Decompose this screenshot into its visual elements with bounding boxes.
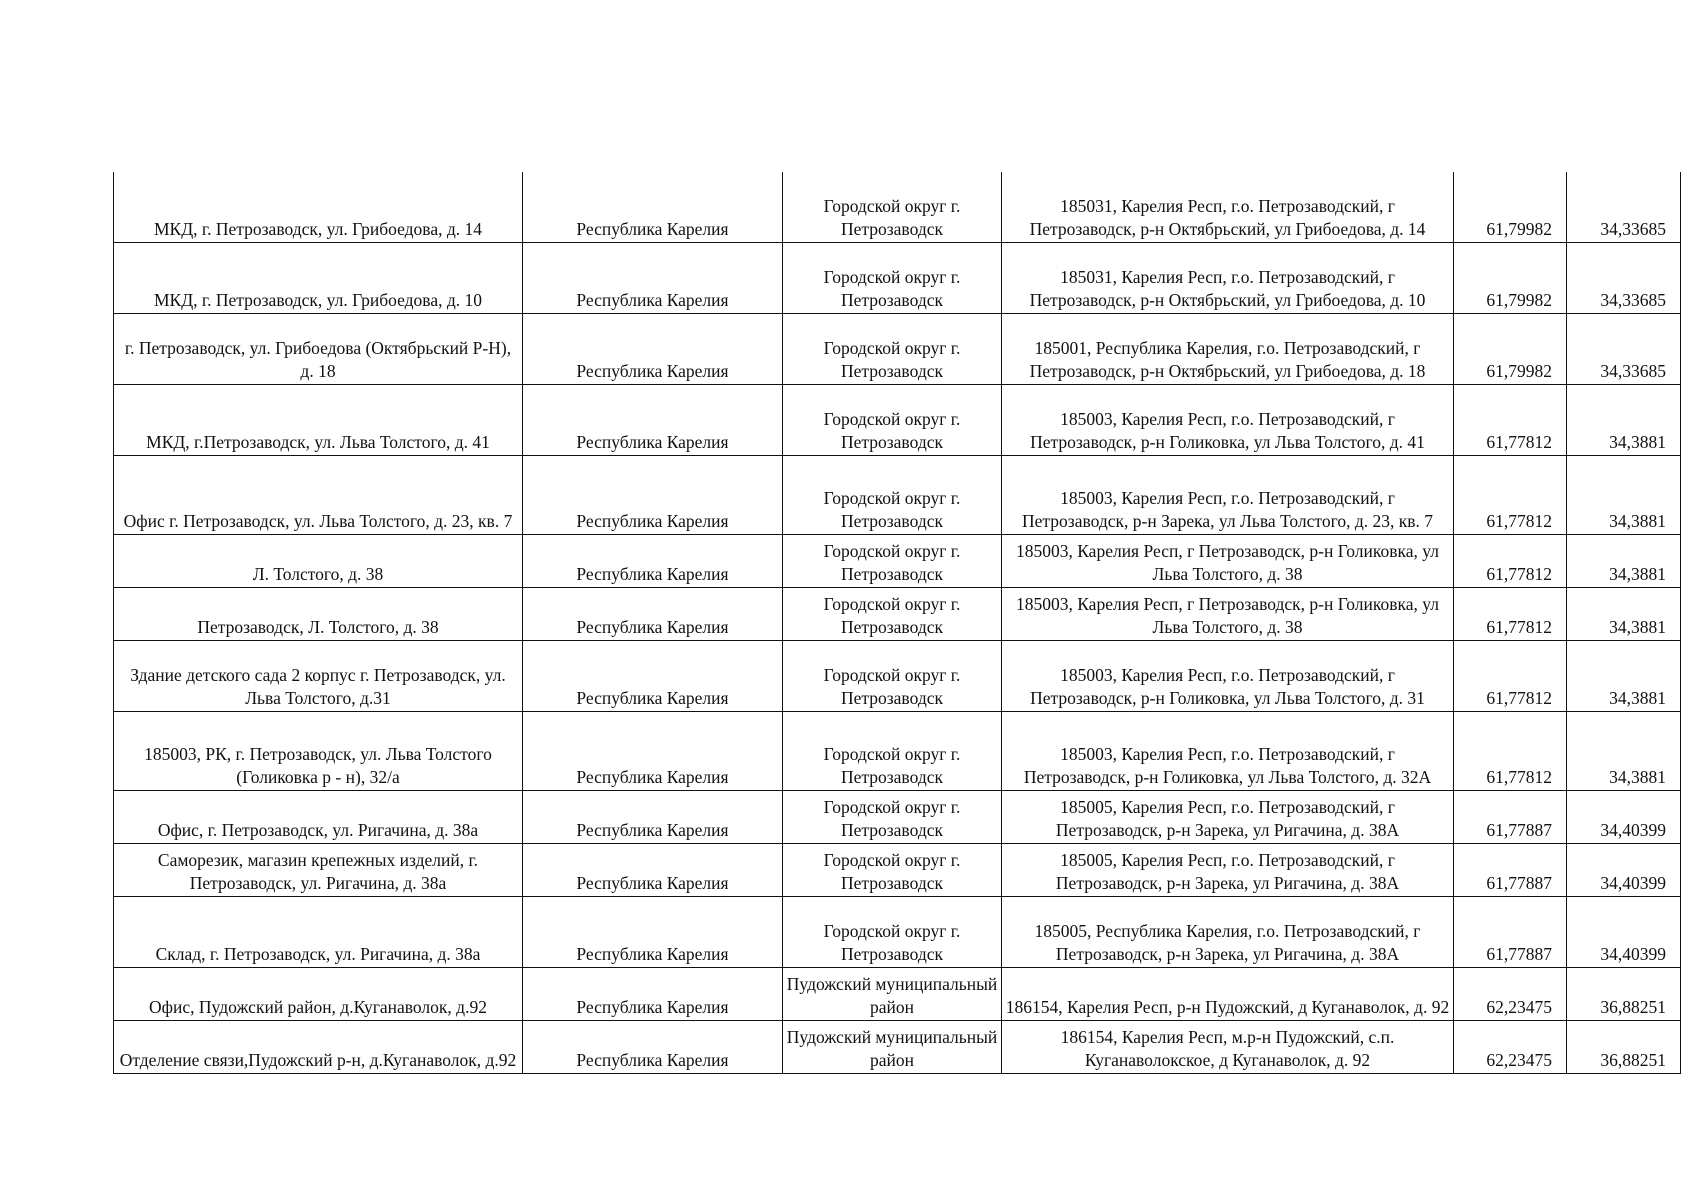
region-cell: Республика Карелия [523,711,783,790]
municipality-cell: Городской округ г. Петрозаводск [783,242,1002,313]
object-cell: Петрозаводск, Л. Толстого, д. 38 [114,587,523,640]
latitude-cell: 62,23475 [1454,967,1567,1020]
latitude-cell: 61,77812 [1454,640,1567,711]
object-cell: Офис, Пудожский район, д.Куганаволок, д.92 [114,967,523,1020]
object-cell: Офис г. Петрозаводск, ул. Льва Толстого, д. 23, кв. 7 [114,455,523,534]
address-cell: 186154, Карелия Респ, м.р-н Пудожский, с.п. Куганаволокское, д Куганаволок, д. 92 [1002,1020,1454,1073]
municipality-cell: Городской округ г. Петрозаводск [783,790,1002,843]
region-cell: Республика Карелия [523,172,783,242]
address-cell: 185005, Карелия Респ, г.о. Петрозаводский, г Петрозаводск, р-н Зарека, ул Ригачина, д. 38А [1002,790,1454,843]
table-row [114,172,1681,242]
longitude-cell: 34,33685 [1567,172,1681,242]
latitude-cell: 61,77812 [1454,455,1567,534]
address-cell: 185003, Карелия Респ, г.о. Петрозаводский, г Петрозаводск, р-н Голиковка, ул Льва Толстого, д. 32А [1002,711,1454,790]
address-table [113,172,1681,1074]
address-cell: 185001, Республика Карелия, г.о. Петрозаводский, г Петрозаводск, р-н Октябрьский, ул Грибоедова, д. 18 [1002,313,1454,384]
longitude-cell: 34,40399 [1567,896,1681,967]
region-cell: Республика Карелия [523,843,783,896]
table-row [114,1020,1681,1073]
municipality-cell: Городской округ г. Петрозаводск [783,711,1002,790]
latitude-cell: 61,79982 [1454,242,1567,313]
table-row [114,790,1681,843]
region-cell: Республика Карелия [523,534,783,587]
longitude-cell: 34,3881 [1567,640,1681,711]
municipality-cell: Городской округ г. Петрозаводск [783,896,1002,967]
latitude-cell: 62,23475 [1454,1020,1567,1073]
region-cell: Республика Карелия [523,790,783,843]
longitude-cell: 36,88251 [1567,967,1681,1020]
longitude-cell: 34,3881 [1567,587,1681,640]
longitude-cell: 34,3881 [1567,534,1681,587]
address-cell: 186154, Карелия Респ, р-н Пудожский, д Куганаволок, д. 92 [1002,967,1454,1020]
municipality-cell: Пудожский муниципальный район [783,967,1002,1020]
address-cell: 185005, Карелия Респ, г.о. Петрозаводский, г Петрозаводск, р-н Зарека, ул Ригачина, д. 38А [1002,843,1454,896]
municipality-cell: Городской округ г. Петрозаводск [783,455,1002,534]
longitude-cell: 34,33685 [1567,242,1681,313]
table-row [114,587,1681,640]
municipality-cell: Городской округ г. Петрозаводск [783,313,1002,384]
longitude-cell: 36,88251 [1567,1020,1681,1073]
municipality-cell: Городской округ г. Петрозаводск [783,843,1002,896]
table-row [114,534,1681,587]
longitude-cell: 34,40399 [1567,843,1681,896]
object-cell: Отделение связи,Пудожский р-н, д.Куганаволок, д.92 [114,1020,523,1073]
municipality-cell: Городской округ г. Петрозаводск [783,172,1002,242]
latitude-cell: 61,79982 [1454,313,1567,384]
region-cell: Республика Карелия [523,640,783,711]
latitude-cell: 61,77812 [1454,534,1567,587]
longitude-cell: 34,3881 [1567,711,1681,790]
address-cell: 185003, Карелия Респ, г.о. Петрозаводский, г Петрозаводск, р-н Зарека, ул Льва Толстого, д. 23, кв. 7 [1002,455,1454,534]
address-cell: 185003, Карелия Респ, г Петрозаводск, р-н Голиковка, ул Льва Толстого, д. 38 [1002,587,1454,640]
object-cell: Саморезик, магазин крепежных изделий, г. Петрозаводск, ул. Ригачина, д. 38а [114,843,523,896]
table-row [114,896,1681,967]
latitude-cell: 61,79982 [1454,172,1567,242]
region-cell: Республика Карелия [523,1020,783,1073]
region-cell: Республика Карелия [523,587,783,640]
region-cell: Республика Карелия [523,896,783,967]
municipality-cell: Городской округ г. Петрозаводск [783,534,1002,587]
longitude-cell: 34,40399 [1567,790,1681,843]
object-cell: Офис, г. Петрозаводск, ул. Ригачина, д. 38а [114,790,523,843]
table-row [114,711,1681,790]
latitude-cell: 61,77812 [1454,384,1567,455]
region-cell: Республика Карелия [523,455,783,534]
municipality-cell: Городской округ г. Петрозаводск [783,640,1002,711]
latitude-cell: 61,77887 [1454,896,1567,967]
object-cell: МКД, г. Петрозаводск, ул. Грибоедова, д. 14 [114,172,523,242]
object-cell: МКД, г. Петрозаводск, ул. Грибоедова, д. 10 [114,242,523,313]
object-cell: Л. Толстого, д. 38 [114,534,523,587]
table-row [114,242,1681,313]
address-cell: 185003, Карелия Респ, г.о. Петрозаводский, г Петрозаводск, р-н Голиковка, ул Льва Толстого, д. 41 [1002,384,1454,455]
latitude-cell: 61,77887 [1454,843,1567,896]
address-cell: 185031, Карелия Респ, г.о. Петрозаводский, г Петрозаводск, р-н Октябрьский, ул Грибоедова, д. 14 [1002,172,1454,242]
table-row [114,455,1681,534]
object-cell: МКД, г.Петрозаводск, ул. Льва Толстого, д. 41 [114,384,523,455]
longitude-cell: 34,3881 [1567,384,1681,455]
table-row [114,967,1681,1020]
object-cell: г. Петрозаводск, ул. Грибоедова (Октябрьский Р-Н), д. 18 [114,313,523,384]
object-cell: Здание детского сада 2 корпус г. Петрозаводск, ул. Льва Толстого, д.31 [114,640,523,711]
table-row [114,640,1681,711]
region-cell: Республика Карелия [523,384,783,455]
longitude-cell: 34,33685 [1567,313,1681,384]
municipality-cell: Городской округ г. Петрозаводск [783,384,1002,455]
table-row [114,384,1681,455]
table-row [114,843,1681,896]
latitude-cell: 61,77812 [1454,711,1567,790]
municipality-cell: Пудожский муниципальный район [783,1020,1002,1073]
region-cell: Республика Карелия [523,242,783,313]
object-cell: 185003, РК, г. Петрозаводск, ул. Льва Толстого (Голиковка р - н), 32/а [114,711,523,790]
municipality-cell: Городской округ г. Петрозаводск [783,587,1002,640]
address-cell: 185003, Карелия Респ, г.о. Петрозаводский, г Петрозаводск, р-н Голиковка, ул Льва Толстого, д. 31 [1002,640,1454,711]
latitude-cell: 61,77887 [1454,790,1567,843]
latitude-cell: 61,77812 [1454,587,1567,640]
object-cell: Склад, г. Петрозаводск, ул. Ригачина, д. 38а [114,896,523,967]
region-cell: Республика Карелия [523,967,783,1020]
region-cell: Республика Карелия [523,313,783,384]
address-cell: 185005, Республика Карелия, г.о. Петрозаводский, г Петрозаводск, р-н Зарека, ул Ригачина, д. 38А [1002,896,1454,967]
longitude-cell: 34,3881 [1567,455,1681,534]
table-row [114,313,1681,384]
address-cell: 185003, Карелия Респ, г Петрозаводск, р-н Голиковка, ул Льва Толстого, д. 38 [1002,534,1454,587]
address-cell: 185031, Карелия Респ, г.о. Петрозаводский, г Петрозаводск, р-н Октябрьский, ул Грибоедова, д. 10 [1002,242,1454,313]
